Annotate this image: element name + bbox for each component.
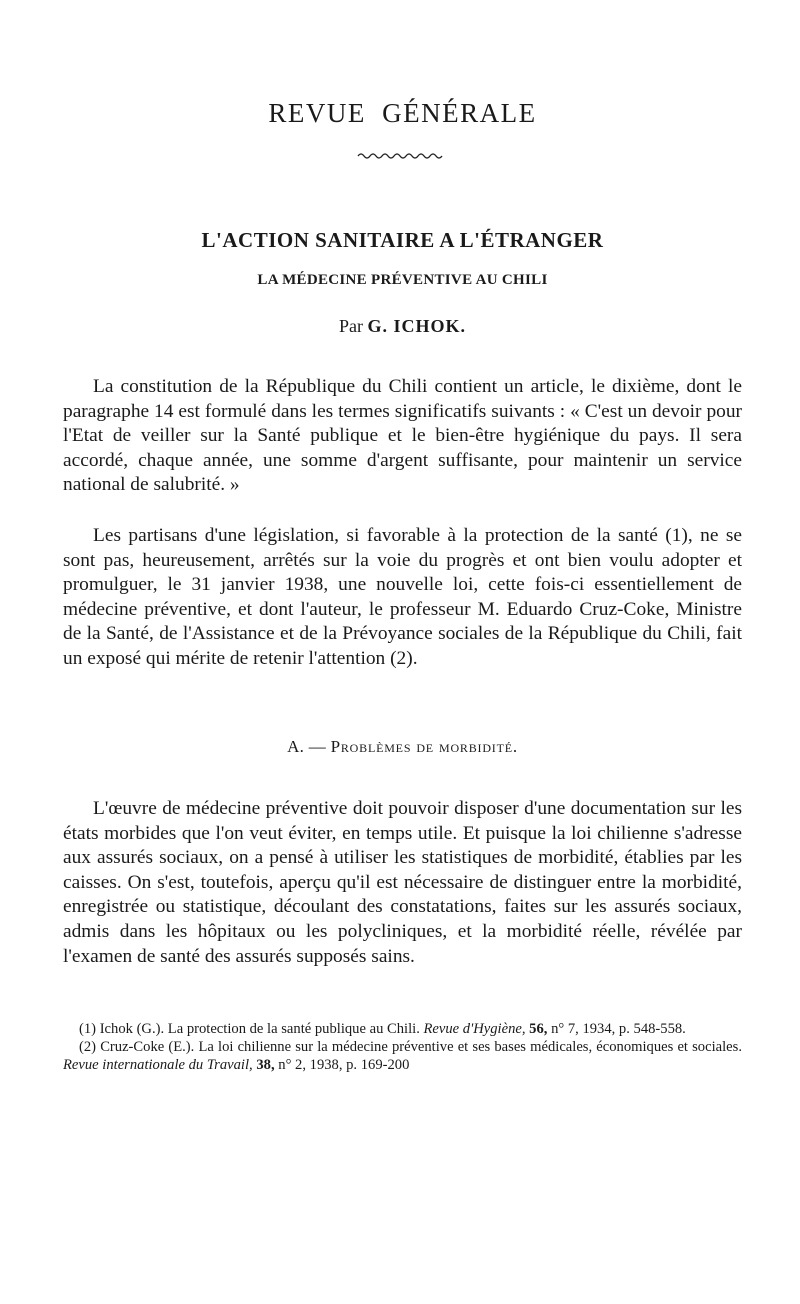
section-heading-title: Problèmes de morbidité. xyxy=(330,737,518,756)
footnote-volume: 56, xyxy=(529,1021,548,1037)
footnote-journal: Revue d'Hygiène, xyxy=(423,1021,526,1037)
footnote-text: La protection de la santé publique au Chili. xyxy=(167,1021,420,1037)
byline-prefix: Par xyxy=(338,316,363,336)
footnote-details: n° 2, 1938, p. 169-200 xyxy=(278,1057,410,1073)
footnote-volume: 38, xyxy=(256,1057,275,1073)
article-title: L'ACTION SANITAIRE A L'ÉTRANGER xyxy=(201,228,604,252)
section-label: A. — xyxy=(287,737,327,756)
footnote-author: Ichok (G.). xyxy=(99,1021,165,1037)
footnote-number: (2) xyxy=(79,1039,97,1055)
section-title: REVUE GÉNÉRALE xyxy=(268,98,537,128)
footnote-author: Cruz-Coke (E.). xyxy=(100,1039,195,1055)
byline xyxy=(63,316,742,337)
footnote-text: La loi chilienne sur la médecine préventive et ses bases médicales, économiques et sociales. xyxy=(198,1039,742,1055)
footnote-number: (1) xyxy=(79,1021,97,1037)
body-paragraph: Les partisans d'une législation, si favorable à la protection de la santé (1), ne se sont pas, heureusement, arrêtés sur la voie du progrès et ont bien voulu adopter et promulguer, le 31 janvier 1938, une nouvelle loi, cette fois-ci essentiellement de médecine préventive, et dont l'auteur, le professeur M. Eduardo Cruz-Coke, Ministre de la Santé, de l'Assistance et de la Prévoyance sociales de la République du Chili, fait un exposé qui mérite de retenir l'attention (2). xyxy=(63,525,742,669)
footnote-details: n° 7, 1934, p. 548-558. xyxy=(551,1021,686,1037)
footnote-journal: Revue internationale du Travail, xyxy=(63,1057,253,1073)
footnotes xyxy=(63,1020,742,1074)
footnote xyxy=(63,1038,742,1074)
ornament-divider xyxy=(356,150,446,162)
body-paragraph: L'œuvre de médecine préventive doit pouvoir disposer d'une documentation sur les états morbides que l'on veut éviter, en temps utile. Et puisque la loi chilienne s'adresse aux assurés sociaux, on a pensé à utiliser les statistiques de morbidité, établies par les caisses. On s'est, toutefois, aperçu qu'il est nécessaire de distinguer entre la morbidité, enregistrée ou statistique, découlant des constatations, faites sur les assurés sociaux, admis dans les hôpitaux ou les polycliniques, et la morbidité réelle, révélée par l'examen de santé des assurés supposés sains. xyxy=(63,798,742,967)
footnote xyxy=(63,1020,742,1038)
body-paragraph: La constitution de la République du Chili contient un article, le dixième, dont le paragraphe 14 est formulé dans les termes significatifs suivants : « C'est un devoir pour l'Etat de veiller sur la Santé publique et le bien-être hygiénique du pays. Il sera accordé, chaque année, une somme d'argent suffisante, pour maintenir un service national de salubrité. » xyxy=(63,376,742,496)
article-subtitle: LA MÉDECINE PRÉVENTIVE AU CHILI xyxy=(257,272,548,288)
section-heading xyxy=(63,737,742,757)
author-name: G. ICHOK. xyxy=(367,316,466,336)
